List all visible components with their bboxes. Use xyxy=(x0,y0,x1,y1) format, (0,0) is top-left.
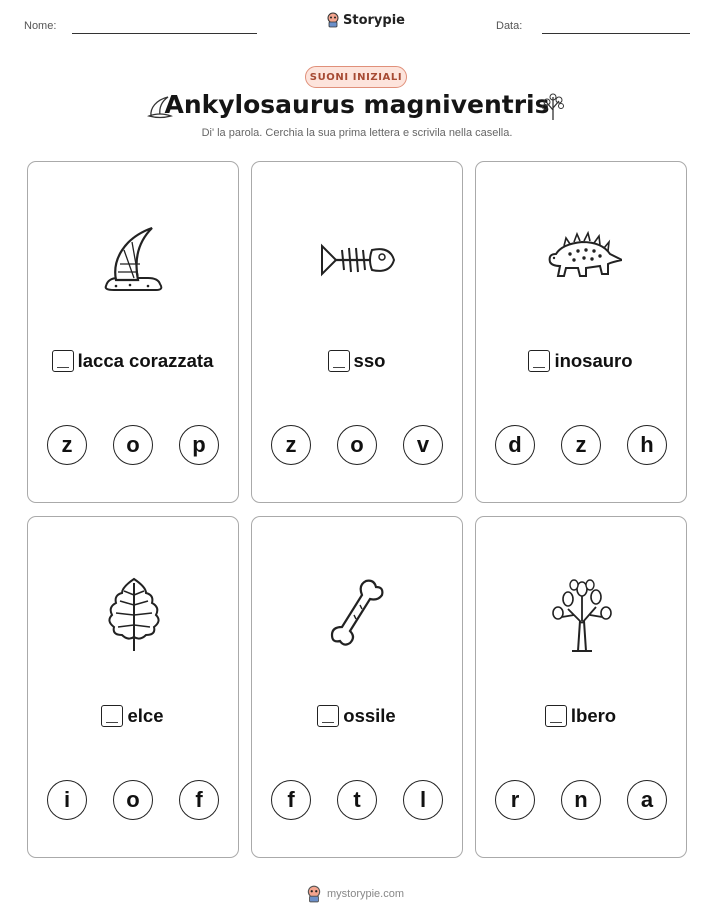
partial-word: lacca corazzata xyxy=(77,350,214,371)
letter-choice[interactable]: f xyxy=(271,780,311,820)
letter-choices xyxy=(495,425,667,465)
letter-choices xyxy=(271,780,443,820)
letter-choice[interactable]: v xyxy=(403,425,443,465)
letter-choice[interactable]: p xyxy=(179,425,219,465)
answer-box[interactable] xyxy=(545,705,567,727)
claw-icon xyxy=(94,220,174,300)
letter-choice[interactable]: o xyxy=(113,780,153,820)
word-card xyxy=(475,161,687,503)
answer-box[interactable] xyxy=(101,705,123,727)
answer-box[interactable] xyxy=(317,705,339,727)
letter-choices xyxy=(47,425,219,465)
partial-word: ossile xyxy=(343,705,396,726)
word-row xyxy=(476,350,685,372)
word-row xyxy=(28,350,237,372)
letter-choice[interactable]: d xyxy=(495,425,535,465)
ankylosaurus-icon xyxy=(542,220,622,300)
word-row xyxy=(252,350,461,372)
answer-box[interactable] xyxy=(528,350,550,372)
brand-name: Storypie xyxy=(343,12,405,28)
category-badge: SUONI INIZIALI xyxy=(305,66,407,88)
fish-skeleton-icon xyxy=(318,220,398,300)
letter-choice[interactable]: z xyxy=(271,425,311,465)
footer-url[interactable]: mystorypie.com xyxy=(327,888,405,900)
letter-choice[interactable]: l xyxy=(403,780,443,820)
letter-choices xyxy=(271,425,443,465)
word-row xyxy=(252,705,461,727)
name-label: Nome: xyxy=(24,20,57,32)
word-card xyxy=(27,516,239,858)
page-title: Ankylosaurus magniventris xyxy=(164,90,550,119)
answer-box[interactable] xyxy=(328,350,350,372)
instructions: Di' la parola. Cerchia la sua prima lettera e scrivila nella casella. xyxy=(201,127,513,139)
date-label: Data: xyxy=(496,20,523,32)
letter-choices xyxy=(47,780,219,820)
footer xyxy=(306,885,404,903)
storypie-mascot-icon xyxy=(326,12,340,28)
name-line[interactable] xyxy=(72,33,257,34)
word-card xyxy=(27,161,239,503)
letter-choice[interactable]: i xyxy=(47,780,87,820)
word-card xyxy=(251,516,463,858)
partial-word: inosauro xyxy=(554,350,633,371)
letter-choice[interactable]: z xyxy=(561,425,601,465)
bone-icon xyxy=(318,575,398,655)
letter-choice[interactable]: r xyxy=(495,780,535,820)
letter-choice[interactable]: n xyxy=(561,780,601,820)
letter-choice[interactable]: o xyxy=(113,425,153,465)
brand-logo xyxy=(326,12,405,28)
tree-icon xyxy=(542,575,622,655)
answer-box[interactable] xyxy=(52,350,74,372)
letter-choice[interactable]: a xyxy=(627,780,667,820)
date-line[interactable] xyxy=(542,33,690,34)
word-row xyxy=(476,705,685,727)
tree-title-icon xyxy=(540,92,566,122)
partial-word: elce xyxy=(127,705,164,726)
word-card xyxy=(475,516,687,858)
letter-choice[interactable]: z xyxy=(47,425,87,465)
letter-choice[interactable]: h xyxy=(627,425,667,465)
word-row xyxy=(28,705,237,727)
letter-choice[interactable]: t xyxy=(337,780,377,820)
letter-choices xyxy=(495,780,667,820)
letter-choice[interactable]: f xyxy=(179,780,219,820)
letter-choice[interactable]: o xyxy=(337,425,377,465)
storypie-mascot-icon xyxy=(306,885,322,903)
word-card xyxy=(251,161,463,503)
leaf-icon xyxy=(94,575,174,655)
partial-word: lbero xyxy=(570,705,617,726)
partial-word: sso xyxy=(353,350,386,371)
